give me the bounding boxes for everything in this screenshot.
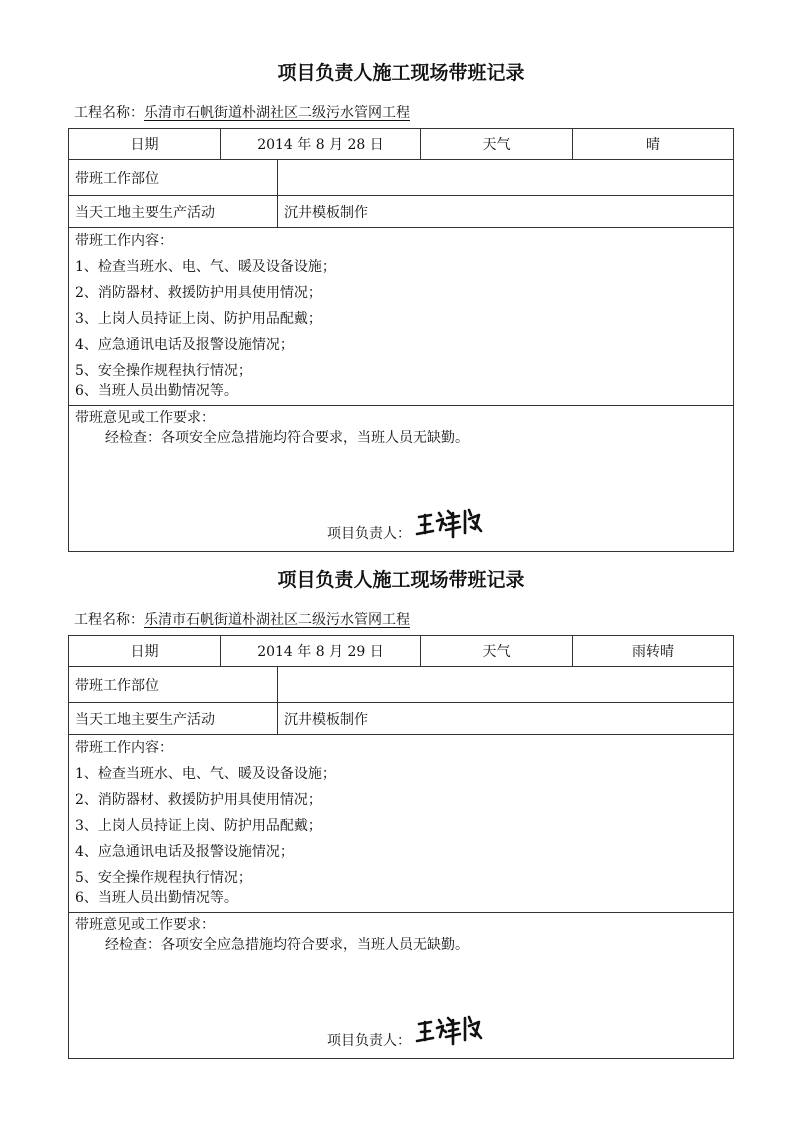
record-title: 项目负责人施工现场带班记录 <box>277 569 525 591</box>
content-section <box>69 228 733 406</box>
opinion-label: 带班意见或工作要求： <box>75 917 215 933</box>
record-1 <box>68 56 734 552</box>
record-2 <box>68 563 734 1059</box>
content-item: 6、当班人员出勤情况等。 <box>75 890 238 906</box>
content-item: 3、上岗人员持证上岗、防护用品配戴； <box>75 818 322 834</box>
content-item: 1、检查当班水、电、气、暖及设备设施； <box>75 259 336 275</box>
weather-value: 雨转晴 <box>632 644 674 660</box>
content-item: 3、上岗人员持证上岗、防护用品配戴； <box>75 311 322 327</box>
sign-area <box>327 503 485 543</box>
weather-label: 天气 <box>421 129 573 159</box>
project-line <box>68 605 734 635</box>
project-label: 工程名称： <box>74 612 144 628</box>
activity-value: 沉井模板制作 <box>284 204 368 221</box>
record-title: 项目负责人施工现场带班记录 <box>277 62 525 84</box>
date-label: 日期 <box>69 129 221 159</box>
content-item: 4、应急通讯电话及报警设施情况； <box>75 337 294 353</box>
activity-label: 当天工地主要生产活动 <box>69 196 278 227</box>
weather-value: 晴 <box>646 137 660 153</box>
project-label: 工程名称： <box>74 105 144 121</box>
opinion-text: 经检查：各项安全应急措施均符合要求，当班人员无缺勤。 <box>105 430 469 446</box>
project-line <box>68 98 734 128</box>
opinion-section <box>69 913 733 1059</box>
handwritten-signature <box>413 503 485 543</box>
content-item: 2、消防器材、救援防护用具使用情况； <box>75 792 322 808</box>
handwritten-signature <box>413 1010 485 1050</box>
sign-label: 项目负责人： <box>327 526 411 542</box>
dept-label: 带班工作部位 <box>69 160 278 195</box>
activity-row <box>69 703 733 735</box>
content-label: 带班工作内容： <box>75 740 173 756</box>
date-label: 日期 <box>69 636 221 666</box>
dept-row <box>69 160 733 196</box>
content-item: 4、应急通讯电话及报警设施情况； <box>75 844 294 860</box>
activity-value: 沉井模板制作 <box>284 711 368 728</box>
content-item: 2、消防器材、救援防护用具使用情况； <box>75 285 322 301</box>
record-table <box>68 635 734 1059</box>
dept-label: 带班工作部位 <box>69 667 278 702</box>
content-item: 1、检查当班水、电、气、暖及设备设施； <box>75 766 336 782</box>
dept-value <box>278 160 733 195</box>
content-label: 带班工作内容： <box>75 233 173 249</box>
date-weather-row <box>69 636 733 667</box>
opinion-label: 带班意见或工作要求： <box>75 410 215 426</box>
date-value: 2014 年 8 月 28 日 <box>221 129 421 159</box>
sign-area <box>327 1010 485 1050</box>
content-item: 5、安全操作规程执行情况； <box>75 363 252 379</box>
project-name: 乐清市石帆街道朴湖社区二级污水管网工程 <box>144 105 410 121</box>
opinion-text: 经检查：各项安全应急措施均符合要求，当班人员无缺勤。 <box>105 937 469 953</box>
weather-label: 天气 <box>421 636 573 666</box>
content-item: 6、当班人员出勤情况等。 <box>75 383 238 399</box>
activity-label: 当天工地主要生产活动 <box>69 703 278 734</box>
date-weather-row <box>69 129 733 160</box>
dept-value <box>278 667 733 702</box>
dept-row <box>69 667 733 703</box>
project-name: 乐清市石帆街道朴湖社区二级污水管网工程 <box>144 612 410 628</box>
activity-row <box>69 196 733 228</box>
sign-label: 项目负责人： <box>327 1033 411 1049</box>
opinion-section <box>69 406 733 552</box>
content-section <box>69 735 733 913</box>
record-table <box>68 128 734 552</box>
content-item: 5、安全操作规程执行情况； <box>75 870 252 886</box>
date-value: 2014 年 8 月 29 日 <box>221 636 421 666</box>
